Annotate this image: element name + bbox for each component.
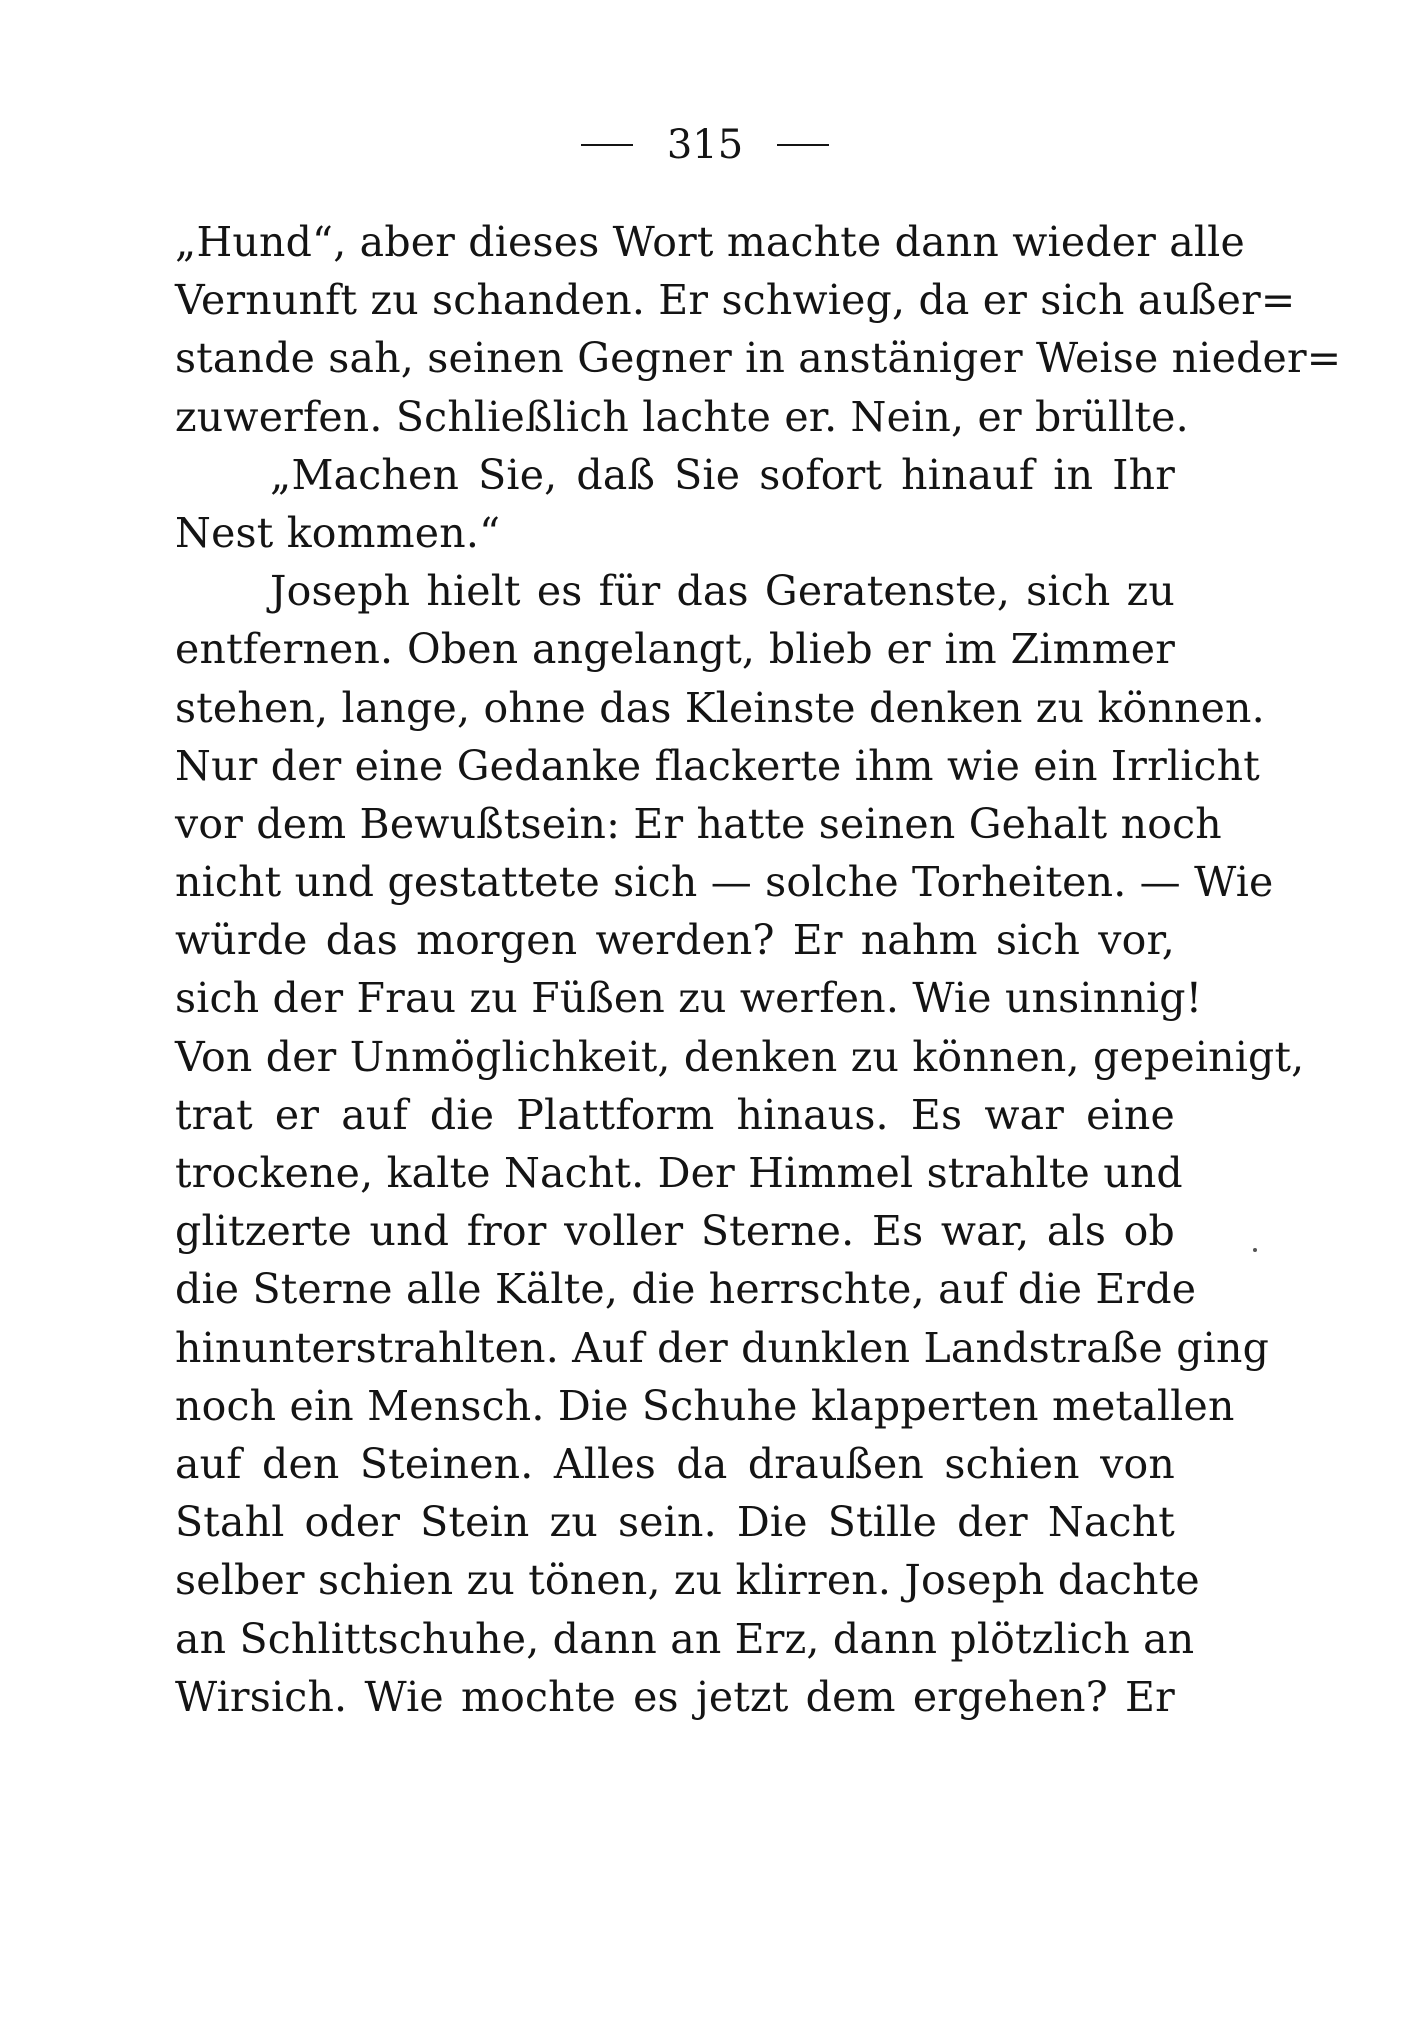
page-header [235, 115, 1175, 175]
text-line: Joseph hielt es für das Geratenste, sich zu [270, 567, 1175, 616]
left-dash [581, 144, 633, 146]
text-line: die Sterne alle Kälte, die herrschte, auf die Erde [175, 1265, 1197, 1314]
text-line: Wirsich. Wie mochte es jetzt dem ergehen? Er [175, 1672, 1175, 1721]
text-line: sich der Frau zu Füßen zu werfen. Wie unsinnig! [175, 974, 1203, 1023]
ink-speck [1253, 1248, 1257, 1252]
text-line: Von der Unmöglichkeit, denken zu können, gepeinigt, [175, 1032, 1305, 1081]
text-line: Nest kommen.“ [175, 508, 501, 557]
text-line: trockene, kalte Nacht. Der Himmel strahlte und [175, 1149, 1183, 1197]
right-dash [777, 144, 829, 146]
text-line: stehen, lange, ohne das Kleinste denken zu können. [175, 683, 1265, 732]
text-line: nicht und gestattete sich — solche Torheiten. — Wie [175, 858, 1274, 907]
text-line: stande sah, seinen Gegner in anstäniger Weise nieder= [175, 334, 1342, 383]
text-line: selber schien zu tönen, zu klirren. Joseph dachte [175, 1556, 1200, 1605]
text-line: hinunterstrahlten. Auf der dunklen Landstraße ging [175, 1323, 1270, 1372]
text-line: Stahl oder Stein zu sein. Die Stille der Nacht [175, 1498, 1175, 1547]
text-line: noch ein Mensch. Die Schuhe klapperten metallen [175, 1381, 1235, 1430]
text-line: Nur der eine Gedanke flackerte ihm wie ein Irrlicht [175, 741, 1260, 790]
text-line: „Machen Sie, daß Sie sofort hinauf in Ihr [270, 450, 1175, 499]
page-number: 315 [666, 122, 744, 168]
text-line: würde das morgen werden? Er nahm sich vor, [175, 916, 1175, 965]
text-line: entfernen. Oben angelangt, blieb er im Zimmer [175, 625, 1175, 674]
text-line: Vernunft zu schanden. Er schwieg, da er sich außer= [175, 276, 1296, 325]
text-line: trat er auf die Plattform hinaus. Es war eine [175, 1090, 1175, 1139]
text-line: vor dem Bewußtsein: Er hatte seinen Gehalt noch [175, 799, 1222, 848]
text-line: zuwerfen. Schließlich lachte er. Nein, er brüllte. [175, 392, 1189, 441]
text-line: auf den Steinen. Alles da draußen schien von [175, 1439, 1175, 1488]
page-body [175, 213, 1342, 1726]
text-line: glitzerte und fror voller Sterne. Es war, als ob [175, 1207, 1175, 1256]
text-line: an Schlittschuhe, dann an Erz, dann plötzlich an [175, 1614, 1195, 1663]
book-page [175, 115, 1342, 1915]
text-line: „Hund“, aber dieses Wort machte dann wieder alle [175, 218, 1245, 266]
